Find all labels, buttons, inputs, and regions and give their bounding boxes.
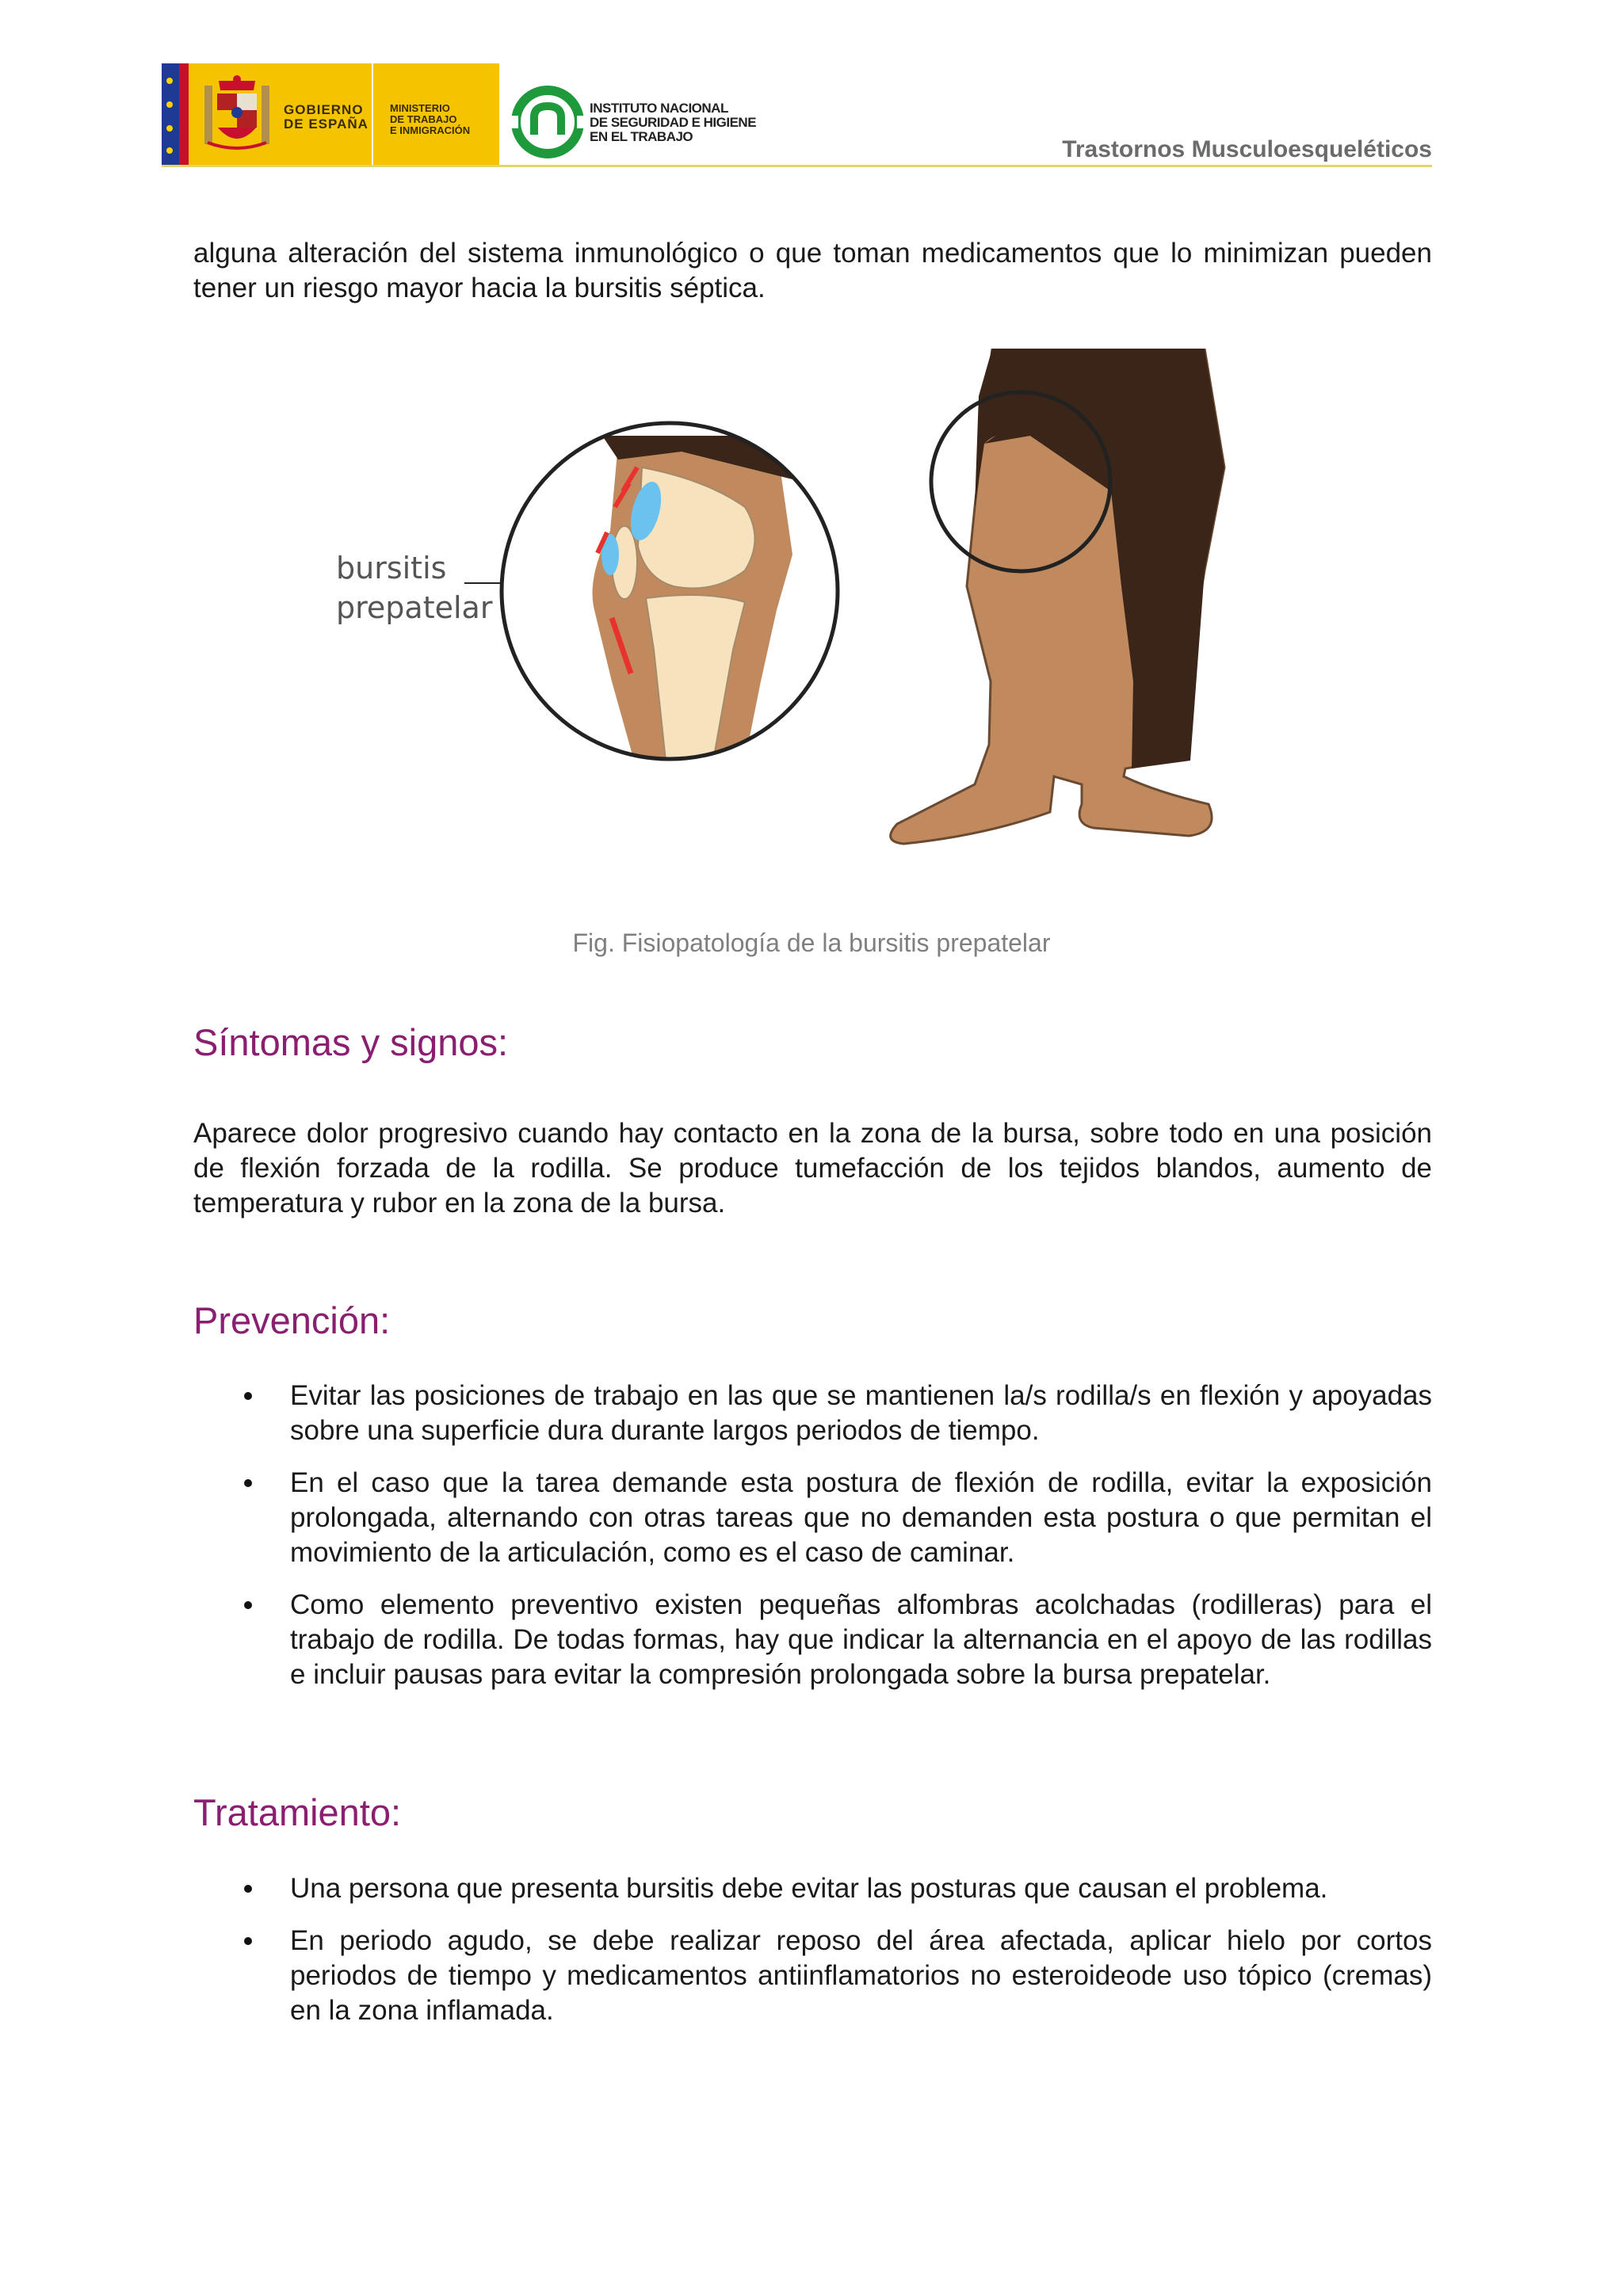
eu-flag-strip (162, 63, 179, 166)
list-item (193, 1588, 1432, 1692)
sintomas-paragraph: Aparece dolor progresivo cuando hay contacto en la zona de la bursa, sobre todo en una posición de flexión forzada de la rodilla. Se produce tumefacción de los tejidos blandos, aumento de temperatura y rubor en la zona de la bursa. (193, 1118, 1432, 1219)
gobierno-logo-block (162, 63, 499, 166)
intro-paragraph: alguna alteración del sistema inmunológico o que toman medicamentos que lo minimizan pueden tener un riesgo mayor hacia la bursitis séptica. (193, 238, 1432, 303)
heading-tratamiento: Tratamiento: (193, 1791, 402, 1833)
coat-of-arms-icon (201, 74, 273, 155)
list-item (193, 1924, 1432, 2028)
figure-label-line2: prepatelar (336, 590, 493, 625)
heading-sintomas: Síntomas y signos: (193, 1021, 509, 1063)
list-item-text: Una persona que presenta bursitis debe evitar las posturas que causan el problema. (290, 1873, 1328, 1904)
prevencion-list (193, 1379, 1432, 1710)
spain-flag-strip (179, 63, 189, 166)
figure-label-line1: bursitis (336, 551, 447, 585)
figure-caption: Fig. Fisiopatología de la bursitis prepatelar (572, 929, 1051, 957)
bullet-icon (244, 1937, 252, 1945)
eu-star-icon (166, 147, 173, 154)
header-rule (162, 165, 1432, 167)
list-item (193, 1466, 1432, 1570)
page-header (162, 63, 1432, 170)
list-item-text: Como elemento preventivo existen pequeñas alfombras acolchadas (rodilleras) para el trabajo de rodilla. De todas formas, hay que indicar la alternancia en el apoyo de las rodillas e incluir pausas para evitar la compresión prolongada sobre la bursa prepatelar. (290, 1589, 1432, 1690)
list-item-text: En el caso que la tarea demande esta postura de flexión de rodilla, evitar la exposición prolongada, alternando con otras tareas que no demanden esta postura o que permitan el movimiento de la articulación, como es el caso de caminar. (290, 1467, 1432, 1568)
ministerio-text: MINISTERIO DE TRABAJO E INMIGRACIÓN (390, 102, 471, 136)
bullet-icon (244, 1601, 252, 1609)
leg-illustration (891, 349, 1224, 844)
logo-divider (372, 63, 373, 166)
bullet-icon (244, 1479, 252, 1487)
bullet-icon (244, 1392, 252, 1400)
eu-star-icon (166, 101, 173, 108)
eu-star-icon (166, 78, 173, 84)
heading-prevencion: Prevención: (193, 1299, 391, 1341)
header-title: Trastornos Musculoesqueléticos (1062, 136, 1432, 162)
tratamiento-list (193, 1871, 1432, 2046)
list-item-text: En periodo agudo, se debe realizar reposo del área afectada, aplicar hielo por cortos periodos de tiempo y medicamentos antiinflamatorios no esteroideode uso tópico (cremas) en la zona inflamada. (290, 1925, 1432, 2026)
bullet-icon (244, 1885, 252, 1893)
instituto-text: INSTITUTO NACIONAL DE SEGURIDAD E HIGIENE EN EL TRABAJO (590, 101, 757, 144)
list-item (193, 1379, 1432, 1448)
eu-star-icon (166, 125, 173, 132)
gobierno-text: GOBIERNO DE ESPAÑA (284, 102, 369, 132)
list-item-text: Evitar las posiciones de trabajo en las que se mantienen la/s rodilla/s en flexión y apoyadas sobre una superficie dura durante largos periodos de tiempo. (290, 1380, 1432, 1446)
insht-logo-icon (510, 86, 585, 158)
knee-zoom-detail (491, 420, 856, 769)
bursitis-figure (333, 349, 1308, 887)
list-item (193, 1871, 1432, 1906)
